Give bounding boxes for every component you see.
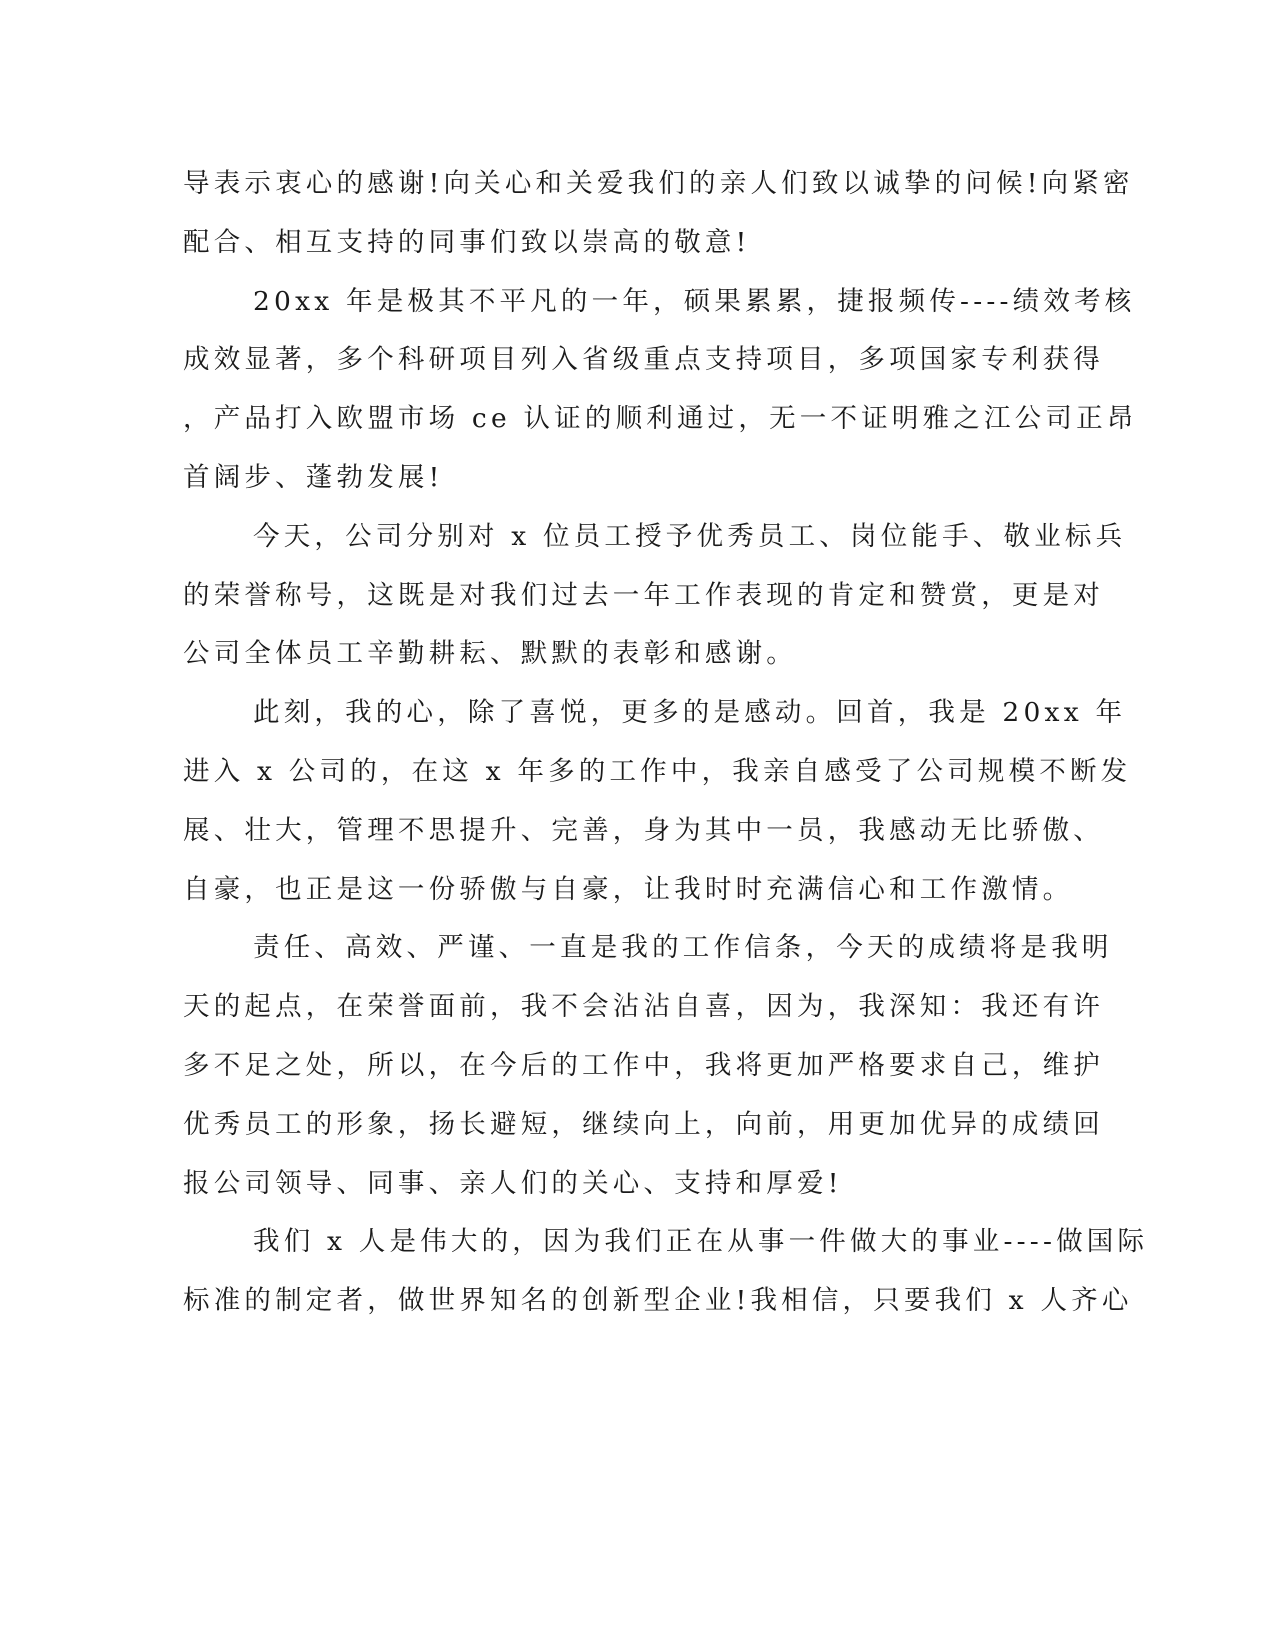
paragraph-start-line: 责任、高效、严谨、一直是我的工作信条，今天的成绩将是我明: [253, 932, 1113, 964]
text-line: 进入 x 公司的，在这 x 年多的工作中，我亲自感受了公司规模不断发: [183, 755, 1132, 787]
paragraph-start-line: 此刻，我的心，除了喜悦，更多的是感动。回首，我是 20xx 年: [253, 697, 1127, 729]
text-line: 自豪，也正是这一份骄傲与自豪，让我时时充满信心和工作激情。: [183, 873, 1074, 905]
text-line: 天的起点，在荣誉面前，我不会沾沾自喜，因为，我深知：我还有许: [183, 991, 1104, 1023]
text-line: 首阔步、蓬勃发展!: [183, 461, 444, 493]
text-line: 标准的制定者，做世界知名的创新型企业!我相信，只要我们 x 人齐心: [183, 1285, 1133, 1317]
text-line: 公司全体员工辛勤耕耘、默默的表彰和感谢。: [183, 638, 797, 670]
document-body: [183, 155, 1149, 1331]
text-line: 配合、相互支持的同事们致以崇高的敬意!: [183, 226, 751, 258]
text-line: 成效显著，多个科研项目列入省级重点支持项目，多项国家专利获得: [183, 344, 1104, 376]
paragraph-start-line: 今天，公司分别对 x 位员工授予优秀员工、岗位能手、敬业标兵: [253, 520, 1127, 552]
text-line: 展、壮大，管理不思提升、完善，身为其中一员，我感动无比骄傲、: [183, 814, 1104, 846]
text-line: ，产品打入欧盟市场 ce 认证的顺利通过，无一不证明雅之江公司正昂: [183, 403, 1138, 435]
text-line: 优秀员工的形象，扬长避短，继续向上，向前，用更加优异的成绩回: [183, 1108, 1104, 1140]
text-line: 的荣誉称号，这既是对我们过去一年工作表现的肯定和赞赏，更是对: [183, 579, 1104, 611]
paragraph-start-line: 我们 x 人是伟大的，因为我们正在从事一件做大的事业----做国际: [253, 1226, 1149, 1258]
text-line: 导表示衷心的感谢!向关心和关爱我们的亲人们致以诚挚的问候!向紧密: [183, 168, 1134, 199]
text-line: 多不足之处，所以，在今后的工作中，我将更加严格要求自己，维护: [183, 1049, 1104, 1081]
text-line: 报公司领导、同事、亲人们的关心、支持和厚爱!: [183, 1167, 843, 1199]
paragraph-start-line: 20xx 年是极其不平凡的一年，硕果累累，捷报频传----绩效考核: [253, 285, 1136, 317]
